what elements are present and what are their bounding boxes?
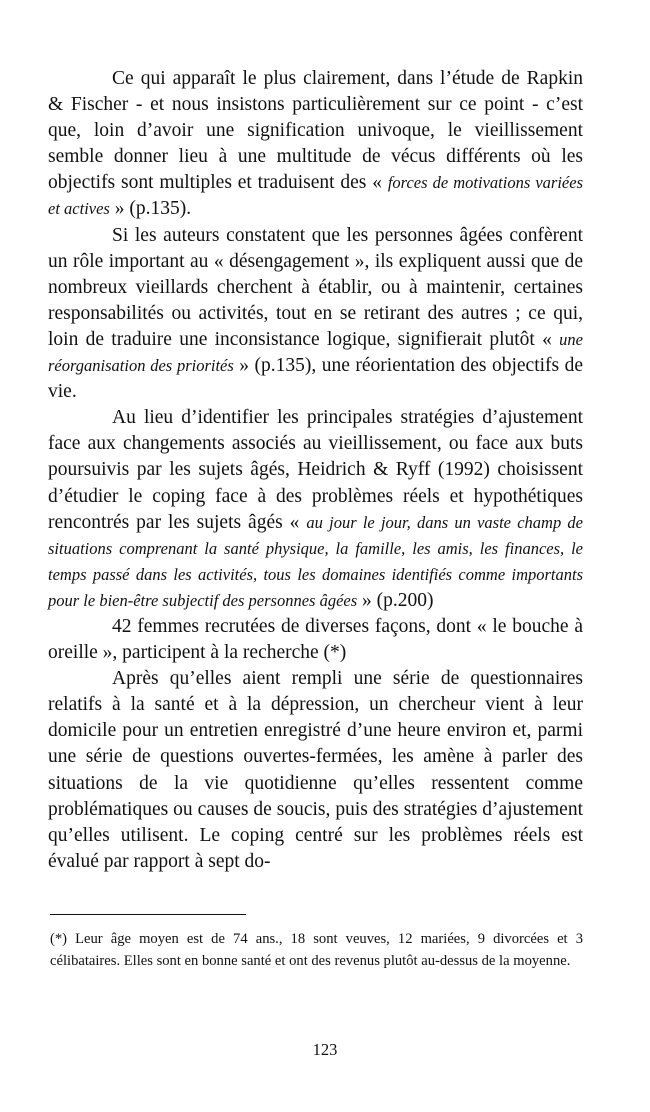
paragraph-1-quote: forces de motivations variées et actives [48, 173, 583, 219]
paragraph-4: 42 femmes recrutées de diverses façons, dont « le bouche à oreille », participent à la recherche (*) [48, 615, 583, 664]
paragraph-1-quote-open: « [366, 172, 388, 194]
book-page-body [48, 66, 583, 875]
paragraph-3-text: Au lieu d’identifier les principales stratégies d’ajustement face aux changements associés au vieillissement, ou face aux buts poursuivis par les sujets âgés, Heidrich & Ryff (1992) choisissent d’étudier le coping face à des problèmes réels et hypothétiques rencontrés par les sujets âgés [48, 407, 583, 533]
footnote-divider [50, 914, 246, 915]
paragraph-1 [48, 66, 583, 223]
paragraph-2-quote: une réorganisation des priorités [48, 329, 583, 376]
paragraph-2-text: Si les auteurs constatent que les personnes âgées confèrent un rôle important au « désengagement », ils expliquent aussi que de nombreux vieillards cherchent à établir, ou à maintenir, certaines responsabilités ou activités, tout en se retirant des autres ; ce qui, loin de traduire une inconsistance logique, signifierait plutôt [48, 224, 583, 350]
footnote: (*) Leur âge moyen est de 74 ans., 18 sont veuves, 12 mariées, 9 divorcées et 3 célibataires. Elles sont en bonne santé et ont des revenus plutôt au-dessus de la moyenne. [50, 931, 583, 970]
page-number: 123 [312, 1040, 338, 1059]
paragraph-2-quote-open: « [534, 328, 560, 350]
paragraph-1-quote-close: » (p.135). [109, 198, 192, 220]
paragraph-3-quote: au jour le jour, dans un vaste champ de situations comprenant la santé physique, la famille, les amis, les finances, le temps passé dans les activités, tous les domaines identifiés comme importants pour le bien-être subjectif des personnes âgées [48, 512, 583, 610]
paragraph-1-text: Ce qui apparaît le plus clairement, dans l’étude de Rapkin & Fischer - et nous insistons particulièrement sur ce point - c’est que, loin d’avoir une signification univoque, le vieillissement semble donner lieu à une multitude de vécus différents où les objectifs sont multiples et traduisent des [48, 68, 583, 194]
paragraph-2 [48, 223, 583, 406]
paragraph-3-quote-open: « [282, 511, 307, 533]
paragraph-5: Après qu’elles aient rempli une série de questionnaires relatifs à la santé et à la dépression, un chercheur vient à leur domicile pour un entretien enregistré d’une heure environ et, parmi une série de questions ouvertes-fermées, les amène à parler des situations de la vie quotidienne qu’elles ressentent comme problématiques ou causes de soucis, puis des stratégies d’ajustement qu’elles utilisent. Le coping centré sur les problèmes réels est évalué par rapport à sept do- [48, 668, 583, 872]
paragraph-2-quote-close: » (p.135), une réorientation des objectifs de vie. [48, 355, 584, 403]
paragraph-3 [48, 405, 583, 614]
paragraph-3-quote-close: » (p.200) [357, 589, 434, 611]
